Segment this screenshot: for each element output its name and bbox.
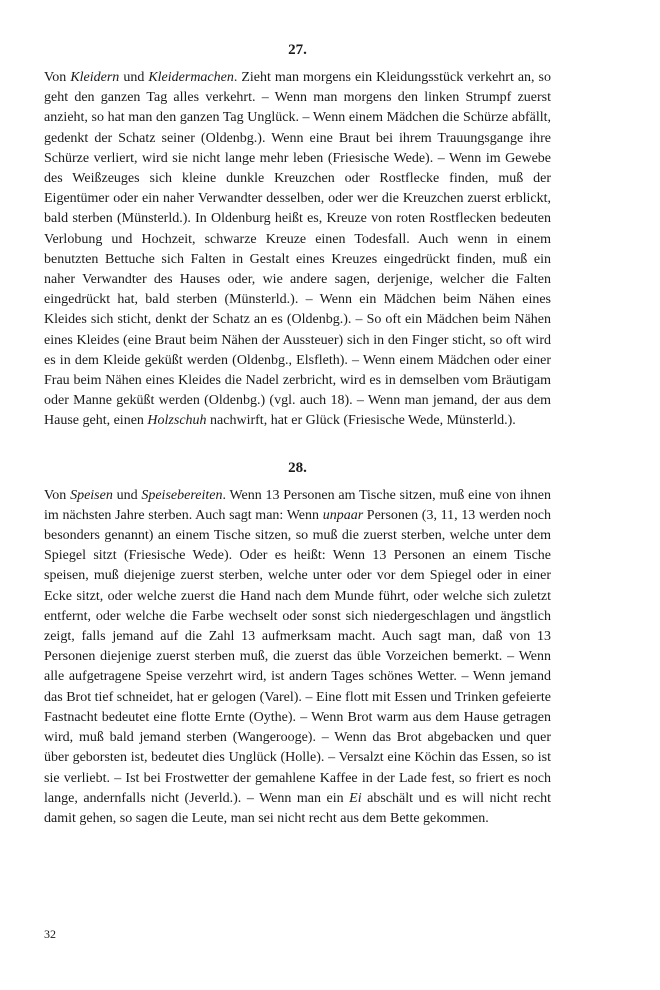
- text-run: . Wenn 13 Personen am Tische sitzen, muß eine von ihnen im nächsten Jahre sterben. Auch sagt man: Wenn: [44, 487, 552, 523]
- section-gap: [44, 432, 551, 458]
- text-run: Von: [44, 70, 71, 85]
- page-number: 32: [44, 927, 56, 941]
- italic-run: Speisen: [70, 487, 113, 503]
- text-run: Personen (3, 11, 13 werden noch besonders genannt) an einem Tische sitzen, so muß die zuerst sterben, welche unter dem Spiegel sitzt (Friesische Wede). Oder es heißt: Wenn 13 Personen an einem Tische speisen, muß diejenige zuerst sterben, welche unter oder vor dem Spiegel oder in einer Ecke sitzt, oder welche zuerst die Hand nach dem Munde führt, oder welche sich zuletzt entfernt, oder welche die Farbe wechselt oder sonst sich niedergeschlagen und ängstlich zeigt, falls jemand auf die Zahl 13 aufmerksam macht. Auch sagt man, daß von 13 Personen diejenige zuerst sterben muß, die zuerst das üble Vorzeichen bemerkt. – Wenn alle aufgetragene Speise verzehrt wird, ist andern Tages schönes Wetter. – Wenn jemand das Brot tief schneidet, hat er gelogen (Varel). – Eine flott mit Essen und Trinken gefeierte Fastnacht bedeutet eine flotte Ernte (Oythe). – Wenn Brot warm aus dem Hause getragen wird, muß bald jemand sterben (Wangerooge). – Wenn das Brot abgebacken und quer über geborsten ist, bedeutet dies Unglück (Holle). – Versalzt eine Köchin das Essen, so ist sie verliebt. – Ist bei Frostwetter der gemahlene Kaffee in der Lade fest, so friert es noch lange, andernfalls nicht (Jeverld.). – Wenn man ein: [44, 507, 551, 806]
- section-number-27: 27.: [288, 42, 307, 58]
- text-run: nachwirft, hat er Glück (Friesische Wede, Münsterld.).: [206, 413, 516, 429]
- italic-run: unpaar: [322, 507, 364, 523]
- italic-run: Holzschuh: [147, 413, 207, 429]
- section-number-28: 28.: [288, 459, 307, 476]
- italic-run: Ei: [349, 790, 362, 806]
- text-run: abschält und es will nicht recht damit gehen, so sagen die Leute, man sei nicht recht aus dem Bette gekommen.: [44, 790, 551, 826]
- text-run: und: [119, 70, 149, 85]
- text-run: Von: [44, 487, 71, 503]
- section-28-text: [44, 486, 551, 829]
- text-run: . Zieht man morgens ein Kleidungsstück verkehrt an, so geht den ganzen Tag alles verkehrt. – Wenn man morgens den linken Strumpf zuerst anzieht, so hat man den ganzen Tag Unglück. – Wenn einem Mädchen die Schürze abfällt, gedenkt der Schatz seiner (Oldenbg.). Wenn eine Braut bei ihrem Trauungsgange ihre Schürze verliert, wird sie nicht lange mehr leben (Friesische Wede). – Wenn im Gewebe des Weißzeuges sich kleine dunkle Kreuzchen oder Rostflecke finden, muß der Eigentümer oder ein naher Verwandter desselben, oder wer die Kreuzchen zuerst erblickt, bald sterben (Münsterld.). In Oldenburg heißt es, Kreuze von roten Rostflecken bedeuten Verlobung und Hochzeit, schwarze Kreuze einen Todesfall. Auch wenn in einem benutzten Bettuche sich Falten in Gestalt eines Kreuzes eingedrückt finden, muß ein naher Verwandter des Hauses oder, wie andere sagen, derjenige, welcher die Falten eingedrückt hat, bald sterben (Münsterld.). – Wenn ein Mädchen beim Nähen eines Kleides sich sticht, denkt der Schatz an es (Oldenbg.). – So oft ein Mädchen beim Nähen eines Kleides (eine Braut beim Nähen der Aussteuer) sich in den Finger sticht, so oft wird es in dem Kleide geküßt werden (Oldenbg., Elsfleth). – Wenn einem Mädchen oder einer Frau beim Nähen eines Kleides die Nadel zerbricht, wird es in demselben vom Bräutigam oder Manne geküßt werden (Oldenbg.) (vgl. auch 18). – Wenn man jemand, der aus dem Hause geht, einen: [44, 70, 552, 429]
- section-27-text: [44, 68, 551, 432]
- italic-run: Speisebereiten: [141, 487, 223, 503]
- italic-run: Kleidern: [70, 70, 120, 85]
- page-body: [44, 40, 551, 829]
- italic-run: Kleidermachen: [148, 70, 234, 85]
- text-run: und: [112, 487, 142, 503]
